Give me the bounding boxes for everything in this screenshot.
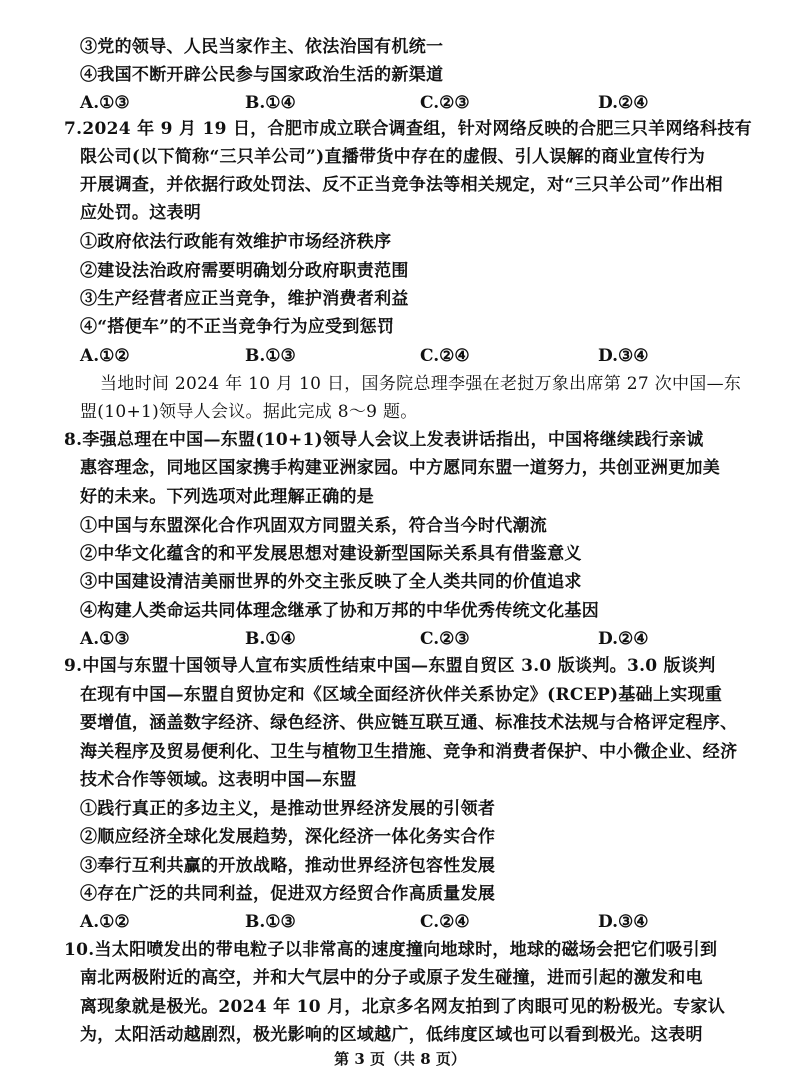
q8-stem-line: 惠容理念，同地区国家携手构建亚洲家园。中方愿同东盟一道努力，共创亚洲更加美: [80, 458, 721, 478]
q9-options: [0, 911, 800, 933]
q8-statement-4: ④构建人类命运共同体理念继承了协和万邦的中华优秀传统文化基因: [80, 601, 599, 621]
q9-statement-3: ③奉行互利共赢的开放战略，推动世界经济包容性发展: [80, 856, 496, 876]
q7-option-b: B.①③: [245, 346, 296, 366]
q8-stem-line: 8.李强总理在中国—东盟(10+1)领导人会议上发表讲话指出，中国将继续践行亲诚: [64, 430, 704, 450]
q10-stem-line: 为，太阳活动越剧烈，极光影响的区域越广，低纬度区域也可以看到极光。这表明: [80, 1025, 703, 1045]
q7-stem-line: 应处罚。这表明: [80, 203, 202, 223]
q8-option-d: D.②④: [598, 629, 649, 649]
q7-options: [0, 345, 800, 367]
q7-stem-line: 限公司(以下简称“三只羊公司”)直播带货中存在的虚假、引人误解的商业宣传行为: [80, 147, 706, 167]
q9-statement-2: ②顺应经济全球化发展趋势，深化经济一体化务实合作: [80, 827, 496, 847]
q8-stem-line: 好的未来。下列选项对此理解正确的是: [80, 487, 375, 507]
q9-statement-1: ①践行真正的多边主义，是推动世界经济发展的引领者: [80, 799, 496, 819]
material-line: 当地时间 2024 年 10 月 10 日，国务院总理李强在老挝万象出席第 27 次中国—东: [100, 374, 742, 394]
q8-option-a: A.①③: [80, 629, 130, 649]
q6-option-a: A.①③: [80, 93, 130, 113]
q7-option-d: D.③④: [598, 346, 649, 366]
q8-option-b: B.①④: [245, 629, 296, 649]
q9-stem-line: 9.中国与东盟十国领导人宣布实质性结束中国—东盟自贸区 3.0 版谈判。3.0 版谈判: [64, 656, 716, 676]
q9-statement-4: ④存在广泛的共同利益，促进双方经贸合作高质量发展: [80, 884, 496, 904]
q9-stem-line: 要增值，涵盖数字经济、绿色经济、供应链互联互通、标准技术法规与合格评定程序、: [80, 713, 738, 733]
q9-option-a: A.①②: [80, 912, 130, 932]
q10-stem-line: 10.当太阳喷发出的带电粒子以非常高的速度撞向地球时，地球的磁场会把它们吸引到: [64, 940, 718, 960]
q8-statement-2: ②中华文化蕴含的和平发展思想对建设新型国际关系具有借鉴意义: [80, 544, 582, 564]
q7-statement-1: ①政府依法行政能有效维护市场经济秩序: [80, 232, 392, 252]
q7-stem-line: 开展调查，并依据行政处罚法、反不正当竞争法等相关规定，对“三只羊公司”作出相: [80, 175, 723, 195]
q7-statement-2: ②建设法治政府需要明确划分政府职责范围: [80, 261, 409, 281]
q10-stem-line: 离现象就是极光。2024 年 10 月，北京多名网友拍到了肉眼可见的粉极光。专家认: [80, 997, 726, 1017]
q7-option-c: C.②④: [420, 346, 470, 366]
q6-option-d: D.②④: [598, 93, 649, 113]
q6-option-c: C.②③: [420, 93, 470, 113]
material-line: 盟(10+1)领导人会议。据此完成 8～9 题。: [80, 402, 418, 422]
q7-stem-line: 7.2024 年 9 月 19 日，合肥市成立联合调查组，针对网络反映的合肥三只羊网络科技有: [64, 119, 752, 139]
q6-options: [0, 92, 800, 114]
q6-option-b: B.①④: [245, 93, 296, 113]
q8-options: [0, 628, 800, 650]
q6-statement-4: ④我国不断开辟公民参与国家政治生活的新渠道: [80, 65, 444, 85]
q9-stem-line: 海关程序及贸易便利化、卫生与植物卫生措施、竞争和消费者保护、中小微企业、经济: [80, 742, 738, 762]
q8-statement-1: ①中国与东盟深化合作巩固双方同盟关系，符合当今时代潮流: [80, 516, 548, 536]
q9-option-c: C.②④: [420, 912, 470, 932]
q9-option-d: D.③④: [598, 912, 649, 932]
q9-option-b: B.①③: [245, 912, 296, 932]
page-number: 第 3 页（共 8 页）: [334, 1050, 466, 1068]
q7-statement-3: ③生产经营者应正当竞争，维护消费者利益: [80, 289, 409, 309]
q9-stem-line: 在现有中国—东盟自贸协定和《区域全面经济伙伴关系协定》(RCEP)基础上实现重: [80, 685, 723, 705]
q10-stem-line: 南北两极附近的高空，并和大气层中的分子或原子发生碰撞，进而引起的激发和电: [80, 968, 703, 988]
q8-option-c: C.②③: [420, 629, 470, 649]
q6-statement-3: ③党的领导、人民当家作主、依法治国有机统一: [80, 37, 444, 57]
q7-option-a: A.①②: [80, 346, 130, 366]
q9-stem-line: 技术合作等领域。这表明中国—东盟: [80, 770, 357, 790]
q7-statement-4: ④“搭便车”的不正当竞争行为应受到惩罚: [80, 317, 395, 337]
q8-statement-3: ③中国建设清洁美丽世界的外交主张反映了全人类共同的价值追求: [80, 572, 582, 592]
